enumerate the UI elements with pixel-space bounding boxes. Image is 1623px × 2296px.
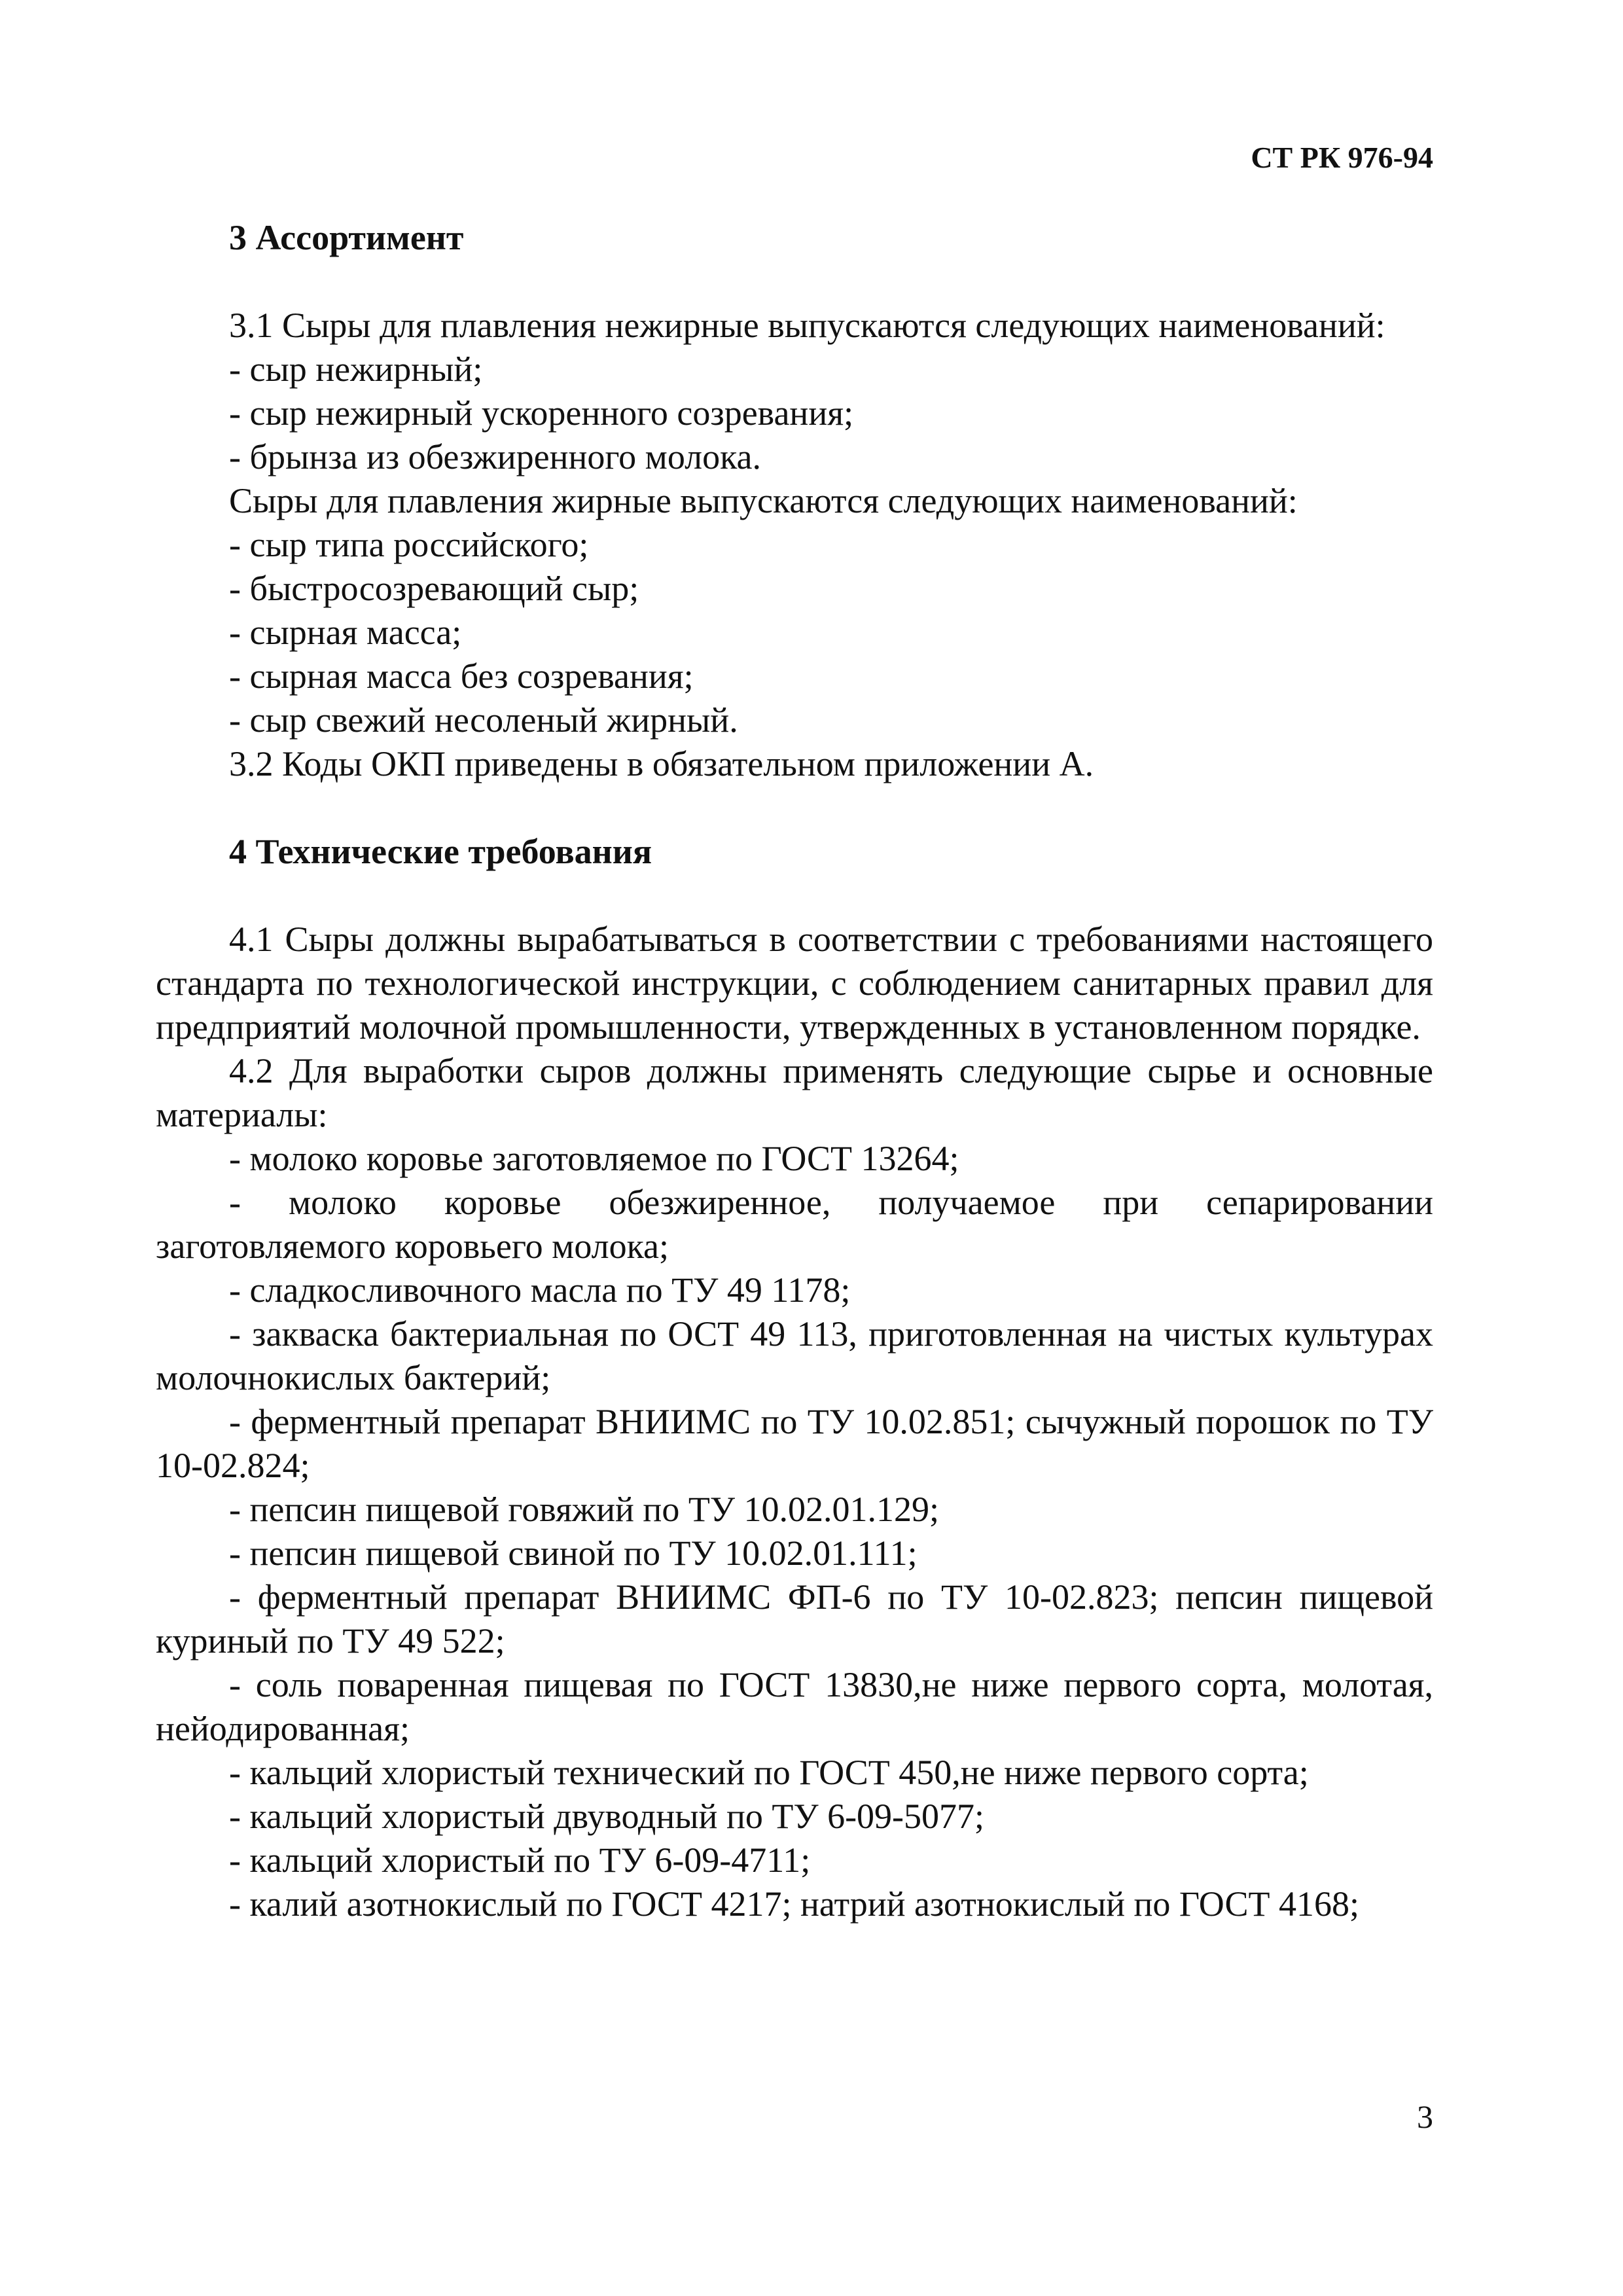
list-item: - сыр типа российского; [229, 525, 589, 564]
list-item: - сырная масса; [229, 613, 462, 652]
paragraph-4-2: 4.2 Для выработки сыров должны применять следующие сырье и основные материалы: [156, 1051, 1433, 1134]
material-item: - ферментный препарат ВНИИМС по ТУ 10.02.851; сычужный порошок по ТУ 10-02.824; [156, 1402, 1433, 1485]
paragraph-3-1: 3.1 Сыры для плавления нежирные выпускаются следующих наименований: [229, 306, 1385, 345]
list-item: - брынза из обезжиренного молока. [229, 437, 761, 476]
paragraph-3-2: 3.2 Коды ОКП приведены в обязательном приложении А. [229, 744, 1094, 783]
material-item: - пепсин пищевой говяжий по ТУ 10.02.01.129; [229, 1490, 940, 1529]
material-item: - кальций хлористый по ТУ 6-09-4711; [229, 1840, 811, 1880]
section-3-heading: 3 Ассортимент [229, 218, 464, 257]
material-item: - калий азотнокислый по ГОСТ 4217; натрий азотнокислый по ГОСТ 4168; [229, 1884, 1359, 1924]
material-item: - сладкосливочного масла по ТУ 49 1178; [229, 1270, 851, 1310]
fat-cheese-intro: Сыры для плавления жирные выпускаются следующих наименований: [229, 481, 1298, 520]
material-item: - закваска бактериальная по ОСТ 49 113, приготовленная на чистых культурах молочнокислых бактерий; [156, 1314, 1433, 1397]
material-item: - кальций хлористый двуводный по ТУ 6-09-5077; [229, 1797, 985, 1836]
list-item: - сыр нежирный; [229, 350, 483, 389]
material-item: - ферментный препарат ВНИИМС ФП-6 по ТУ 10-02.823; пепсин пищевой куриный по ТУ 49 522; [156, 1577, 1433, 1660]
list-item: - быстросозревающий сыр; [229, 569, 639, 608]
material-item: - молоко коровье заготовляемое по ГОСТ 13264; [229, 1139, 959, 1178]
material-item: - пепсин пищевой свиной по ТУ 10.02.01.111; [229, 1534, 918, 1573]
paragraph-4-1: 4.1 Сыры должны вырабатываться в соответствии с требованиями настоящего стандарта по технологической инструкции, с соблюдением санитарных правил для предприятий молочной промышленности, утвержденных в установленном порядке. [156, 920, 1433, 1047]
list-item: - сыр нежирный ускоренного созревания; [229, 393, 854, 433]
material-item: - молоко коровье обезжиренное, получаемое при сепарировании заготовляемого коровьего молока; [156, 1183, 1433, 1266]
material-item: - кальций хлористый технический по ГОСТ 450,не ниже первого сорта; [229, 1753, 1309, 1792]
list-item: - сырная масса без созревания; [229, 656, 694, 696]
document-code: СТ РК 976-94 [1251, 141, 1433, 174]
section-4-heading: 4 Технические требования [229, 832, 652, 871]
page-number: 3 [1417, 2098, 1433, 2135]
material-item: - соль поваренная пищевая по ГОСТ 13830,не ниже первого сорта, молотая, нейодированная; [156, 1665, 1433, 1748]
page-content [156, 216, 1433, 1926]
list-item: - сыр свежий несоленый жирный. [229, 700, 738, 740]
